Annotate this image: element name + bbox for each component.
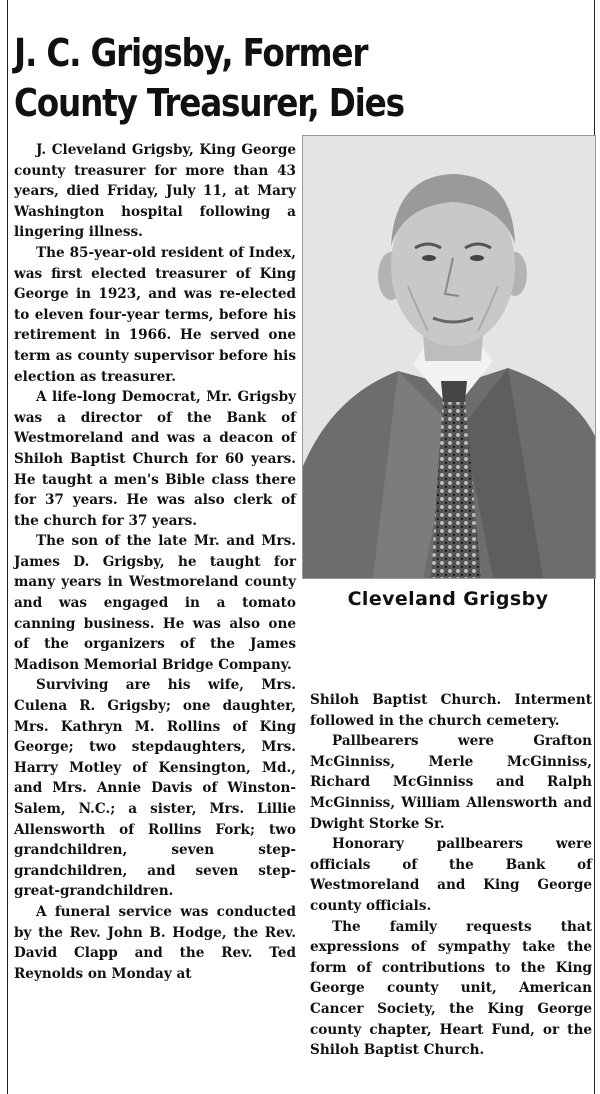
paragraph-intro: J. Cleveland Grigsby, King George county treasurer for more than 43 years, died Friday, July 11, at Mary Washington hospital following a lingering illness. (14, 142, 296, 241)
article-column-right (310, 690, 592, 1061)
paragraph-career: The 85-year-old resident of Index, was first elected treasurer of King George in 1923, and was re-elected to eleven four-year terms, before his retirement in 1966. He served one term as county supervisor before his election as treasurer. (14, 244, 296, 385)
paragraph-memorial-contributions: The family requests that expressions of sympathy take the form of contributions to the King George county unit, American Cancer Society, the King George county chapter, Heart Fund, or the Shiloh Baptist Church. (310, 918, 592, 1059)
paragraph-family-background: The son of the late Mr. and Mrs. James D. Grigsby, he taught for many years in Westmoreland county and was engaged in a tomato canning business. He was also one of the organizers of the James Madison Memorial Bridge Company. (14, 533, 296, 673)
photo-caption: Cleveland Grigsby (347, 588, 549, 610)
paragraph-funeral: A funeral service was conducted by the Rev. John B. Hodge, the Rev. David Clapp and the Rev. Ted Reynolds on Monday at (14, 903, 296, 982)
portrait-image (303, 136, 595, 578)
headline-line-1: J. C. Grigsby, Former (14, 31, 368, 75)
headline-line-2: County Treasurer, Dies (14, 81, 404, 125)
paragraph-church: A life-long Democrat, Mr. Grigsby was a director of the Bank of Westmoreland and was a deacon of Shiloh Baptist Church for 60 years. He taught a men's Bible class there for 37 years. He was also clerk of the church for 37 years. (14, 389, 296, 529)
portrait-photo (302, 135, 596, 579)
column-rule-left (7, 0, 8, 1094)
headline (14, 28, 513, 128)
paragraph-survivors: Surviving are his wife, Mrs. Culena R. Grigsby; one daughter, Mrs. Kathryn M. Rollins of King George; two stepdaughters, Mrs. Harry Motley of Kensington, Md., and Mrs. Annie Davis of Winston-Salem, N.C.; a sister, Mrs. Lillie Allensworth of Rollins Fork; two grandchildren, seven step-grandchildren, and seven step-great-grandchildren. (14, 677, 296, 900)
paragraph-interment: Shiloh Baptist Church. Interment followed in the church cemetery. (310, 692, 592, 729)
paragraph-pallbearers: Pallbearers were Grafton McGinniss, Merle McGinniss, Richard McGinniss and Ralph McGinniss, William Allensworth and Dwight Storke Sr. (310, 733, 592, 832)
paragraph-honorary-pallbearers: Honorary pallbearers were officials of the Bank of Westmoreland and King George county officials. (310, 836, 592, 914)
article-column-left (14, 140, 296, 984)
